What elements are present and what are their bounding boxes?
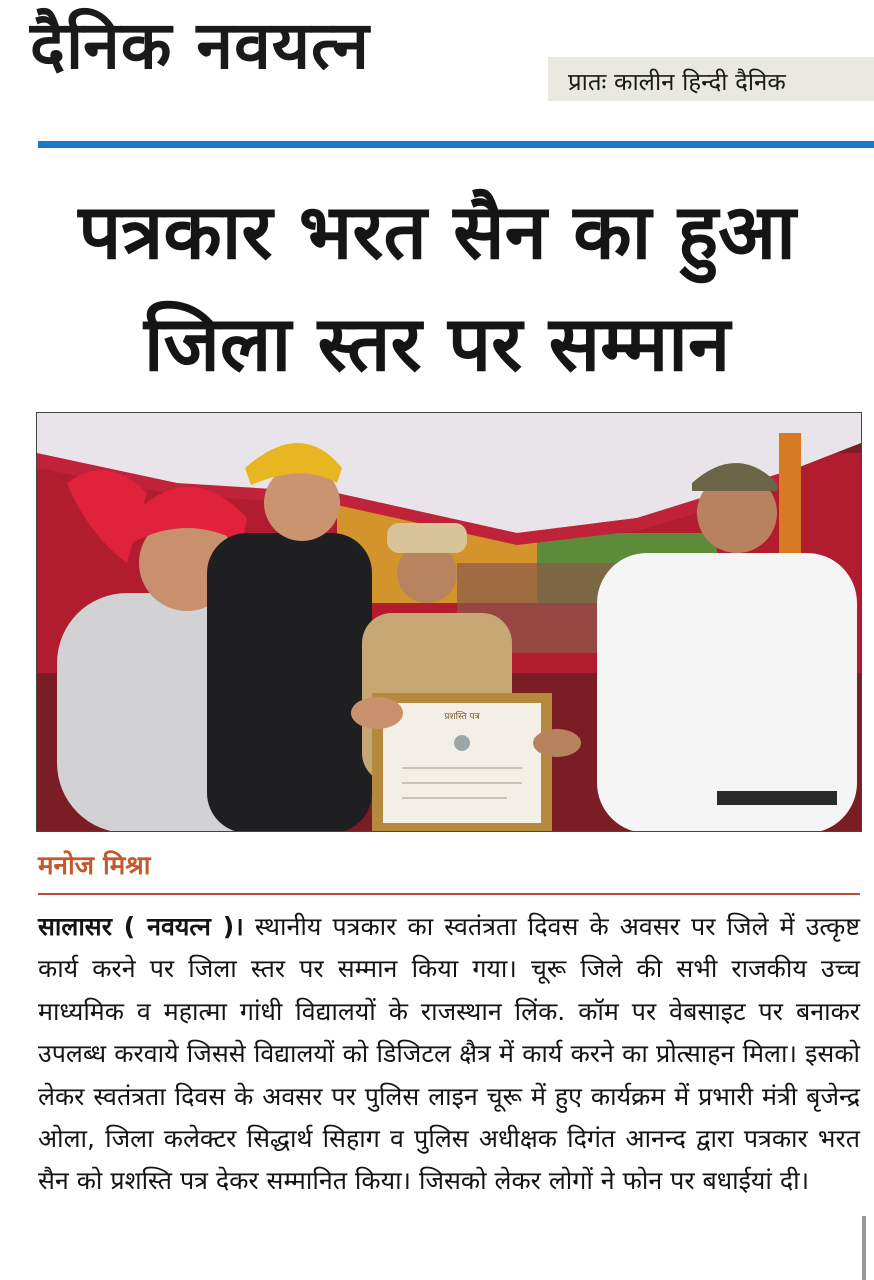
article-text: स्थानीय पत्रकार का स्वतंत्रता दिवस के अवसर पर जिले में उत्कृष्ट कार्य करने पर जिला स्तर पर सम्मान किया गया। चूरू जिले की सभी राजकीय उच्च माध्यमिक व महात्मा गांधी विद्यालयों के राजस्थान लिंक. कॉम पर वेबसाइट पर बनाकर उपलब्ध करवाये जिससे विद्यालयों को डिजिटल क्षैत्र में कार्य करने का प्रोत्साहन मिला। इसको लेकर स्वतंत्रता दिवस के अवसर पर पुलिस लाइन चूरू में हुए कार्यक्रम में प्रभारी मंत्री बृजेन्द्र ओला, जिला कलेक्टर सिद्धार्थ सिहाग व पुलिस अधीक्षक दिगंत आनन्द द्वारा पत्रकार भरत सैन को प्रशस्ति पत्र देकर सम्मानित किया। जिसको लेकर लोगों ने फोन पर बधाईयां दी। (38, 912, 860, 1196)
byline-divider (38, 893, 860, 895)
article-body (38, 906, 860, 1203)
masthead-tagline: प्रातः कालीन हिन्दी दैनिक (568, 68, 786, 96)
photo-illustration (37, 413, 861, 831)
tagline-box (548, 57, 874, 101)
headline-line-1: पत्रकार भरत सैन का हुआ (78, 187, 796, 276)
masthead-title: दैनिक नवयत्न (30, 7, 370, 84)
page-edge-mark (862, 1216, 866, 1280)
header-divider (38, 141, 874, 148)
certificate-heading: प्रशस्ति पत्र (444, 712, 480, 722)
headline-line-2: जिला स्तर पर सम्मान (143, 299, 731, 388)
news-photo (36, 412, 862, 832)
byline: मनोज मिश्रा (38, 851, 151, 881)
article-dateline: सालासर ( नवयत्न )। (38, 912, 244, 941)
